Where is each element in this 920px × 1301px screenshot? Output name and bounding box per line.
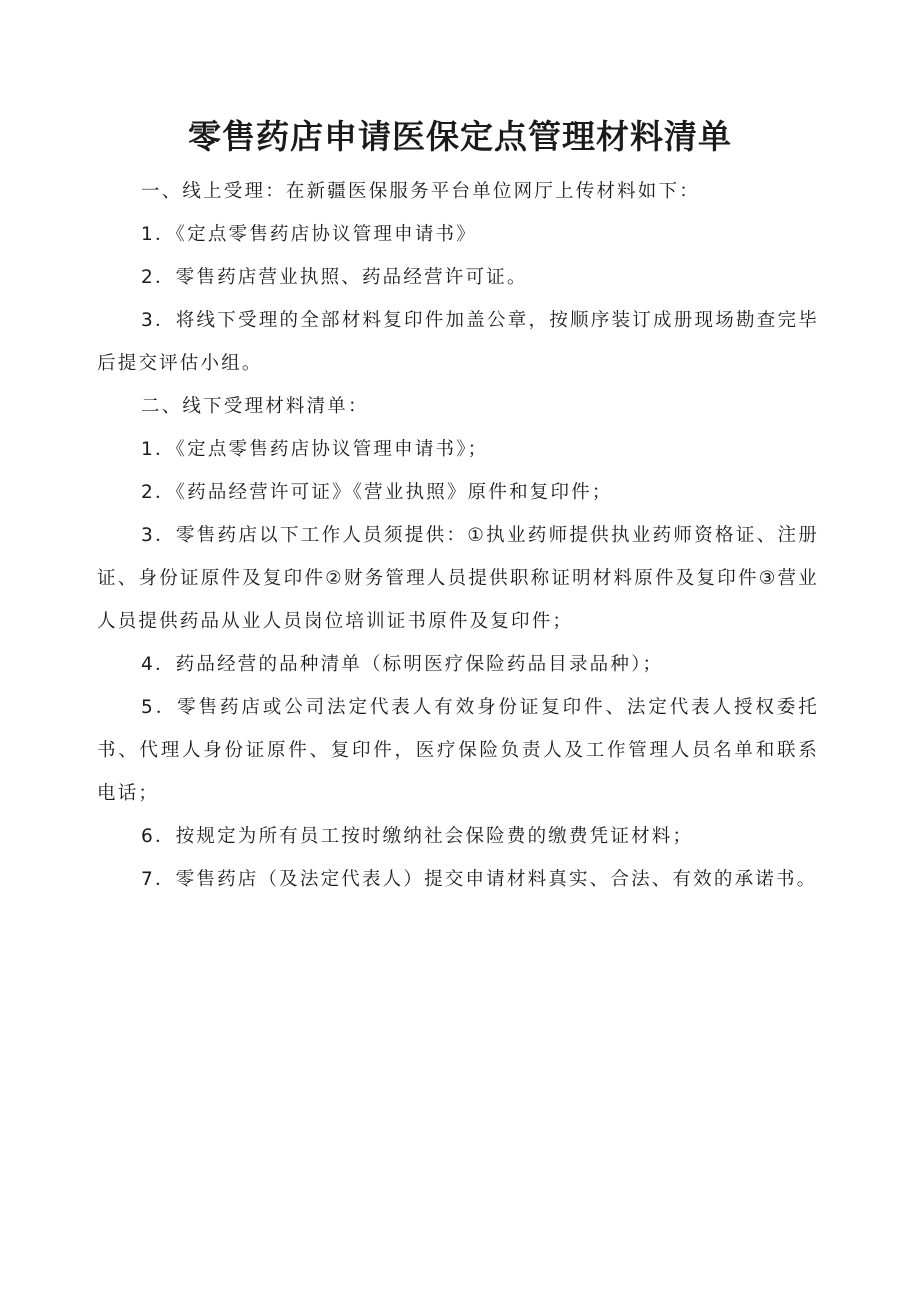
offline-item-1: 1．《定点零售药店协议管理申请书》； — [141, 439, 489, 460]
document-title: 零售药店申请医保定点管理材料清单 — [188, 117, 732, 156]
online-item-3: 3．将线下受理的全部材料复印件加盖公章，按顺序装订成册现场勘查完毕后提交评估小组。 — [97, 310, 819, 374]
section-online-heading: 一、线上受理：在新疆医保服务平台单位网厅上传材料如下： — [141, 181, 700, 202]
online-item-1: 1．《定点零售药店协议管理申请书》 — [141, 224, 477, 245]
document-body — [97, 170, 819, 901]
section-offline-heading: 二、线下受理材料清单： — [141, 396, 369, 417]
offline-item-6: 6．按规定为所有员工按时缴纳社会保险费的缴费凭证材料； — [141, 826, 694, 847]
offline-item-7: 7．零售药店（及法定代表人）提交申请材料真实、合法、有效的承诺书。 — [141, 869, 818, 890]
offline-item-5: 5．零售药店或公司法定代表人有效身份证复印件、法定代表人授权委托书、代理人身份证原件、复印件，医疗保险负责人及工作管理人员名单和联系电话； — [97, 697, 819, 804]
online-item-2: 2．零售药店营业执照、药品经营许可证。 — [141, 267, 528, 288]
offline-item-2: 2．《药品经营许可证》《营业执照》原件和复印件； — [141, 482, 613, 503]
offline-item-4: 4．药品经营的品种清单（标明医疗保险药品目录品种）； — [141, 654, 664, 675]
offline-item-3: 3．零售药店以下工作人员须提供：①执业药师提供执业药师资格证、注册证、身份证原件及复印件②财务管理人员提供职称证明材料原件及复印件③营业人员提供药品从业人员岗位培训证书原件及复印件； — [97, 525, 819, 632]
